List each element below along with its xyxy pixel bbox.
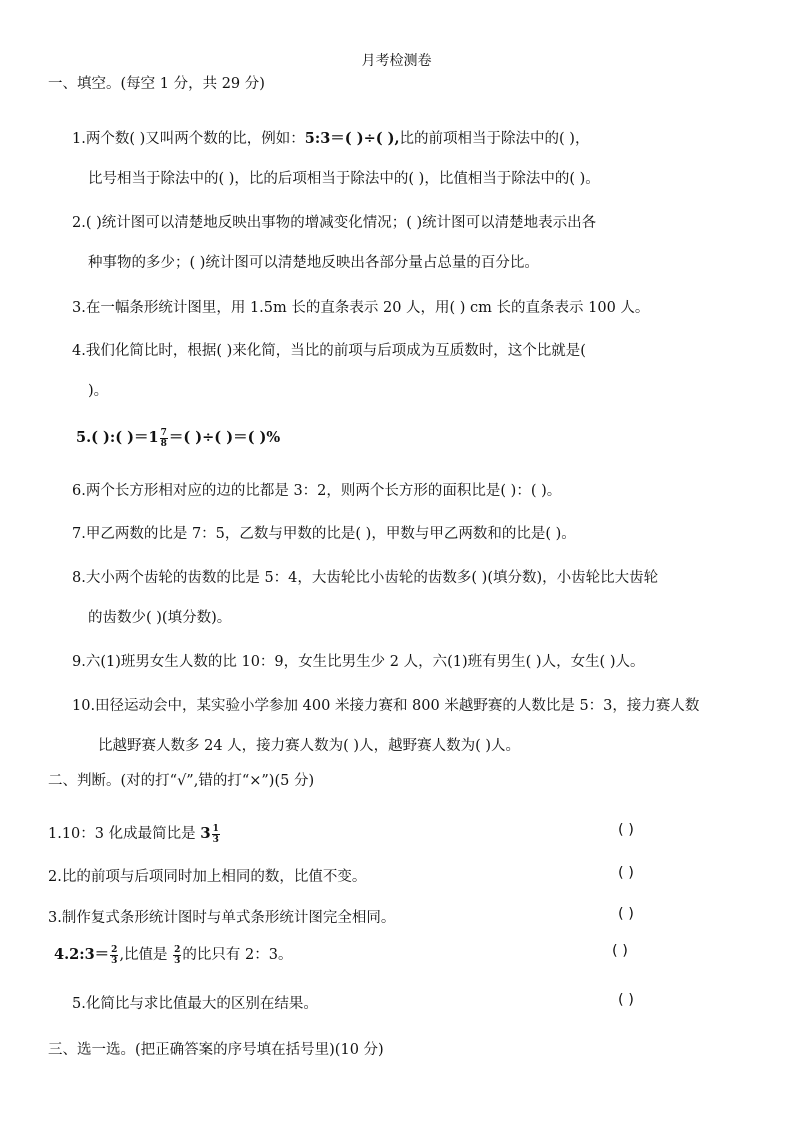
fraction-numerator: 2 (174, 944, 181, 955)
section-choice-heading: 三、选一选。(把正确答案的序号填在括号里)(10 分) (48, 1042, 384, 1058)
question-8-line-1: 8.大小两个齿轮的齿数的比是 5：4，大齿轮比小齿轮的齿数多( )(填分数)，小齿轮比大齿轮 (72, 570, 659, 586)
question-1-math: 5:3＝( )÷( ), (304, 130, 400, 147)
section-judge-heading: 二、判断。(对的打“√”,错的打“×”)(5 分) (48, 773, 315, 789)
fraction-denominator: 3 (174, 955, 181, 966)
judge-3-answer-parens[interactable]: ( ) (618, 906, 634, 922)
judge-2: 2.比的前项与后项同时加上相同的数，比值不变。 (48, 869, 367, 885)
fraction-numerator: 7 (160, 427, 167, 438)
question-7: 7.甲乙两数的比是 7：5，乙数与甲数的比是( )，甲数与甲乙两数和的比是( )。 (72, 526, 576, 542)
judge-4-math: 4.2:3＝ (54, 946, 110, 963)
question-1-line-2: 比号相当于除法中的( )，比的后项相当于除法中的( )，比值相当于除法中的( )。 (88, 171, 600, 187)
judge-1-text: 1.10：3 化成最简比是 (48, 826, 196, 842)
question-1-text-tail: 比的前项相当于除法中的( )， (399, 131, 590, 147)
judge-5-answer-parens[interactable]: ( ) (618, 992, 634, 1008)
question-5-fraction (160, 428, 168, 449)
judge-1 (48, 822, 221, 845)
question-1-line-1 (72, 127, 589, 148)
question-3: 3.在一幅条形统计图里，用 1.5m 长的直条表示 20 人，用( ) cm 长的直条表示 100 人。 (72, 300, 650, 316)
question-4-line-1: 4.我们化简比时，根据( )来化简，当比的前项与后项成为互质数时，这个比就是( (72, 343, 586, 359)
judge-4-text: ,比值是 (119, 947, 168, 963)
question-2-line-2: 种事物的多少；( )统计图可以清楚地反映出各部分量占总量的百分比。 (88, 255, 539, 271)
question-9: 9.六(1)班男女生人数的比 10：9，女生比男生少 2 人，六(1)班有男生( )人，女生( )人。 (72, 654, 645, 670)
fraction-numerator: 2 (111, 944, 118, 955)
question-10-line-2: 比越野赛人数多 24 人，接力赛人数为( )人，越野赛人数为( )人。 (98, 738, 521, 754)
page-title: 月考检测卷 (361, 53, 432, 69)
question-10-line-1: 10.田径运动会中，某实验小学参加 400 米接力赛和 800 米越野赛的人数比是 5：3，接力赛人数 (72, 698, 700, 714)
fraction-denominator: 3 (111, 955, 118, 966)
question-8-line-2: 的齿数少( )(填分数)。 (88, 610, 232, 626)
judge-1-whole: 3 (200, 824, 211, 842)
judge-1-fraction (212, 824, 220, 845)
judge-4-fraction-2 (173, 945, 181, 966)
question-5-text-tail: ＝( )÷( )＝( )% (168, 429, 281, 446)
judge-4-fraction-1 (110, 945, 118, 966)
judge-5: 5.化简比与求比值最大的区别在结果。 (72, 996, 318, 1012)
judge-2-answer-parens[interactable]: ( ) (618, 865, 634, 881)
judge-1-answer-parens[interactable]: ( ) (618, 822, 634, 838)
judge-4-answer-parens[interactable]: ( ) (612, 943, 628, 959)
question-5-text: 5.( ):( )＝1 (76, 429, 159, 446)
fraction-numerator: 1 (212, 823, 219, 834)
judge-4 (54, 943, 292, 966)
judge-3: 3.制作复式条形统计图时与单式条形统计图完全相同。 (48, 910, 396, 926)
question-4-line-2: )。 (88, 383, 109, 399)
question-2-line-1: 2.( )统计图可以清楚地反映出事物的增减变化情况；( )统计图可以清楚地表示出各 (72, 215, 597, 231)
question-6: 6.两个长方形相对应的边的比都是 3：2，则两个长方形的面积比是( )：( )。 (72, 483, 562, 499)
section-fill-heading: 一、填空。(每空 1 分，共 29 分) (48, 76, 265, 92)
judge-4-text-tail: 的比只有 2：3。 (182, 947, 293, 963)
question-5 (76, 426, 280, 449)
question-1-text: 1.两个数( )又叫两个数的比，例如： (72, 131, 305, 147)
fraction-denominator: 8 (160, 438, 167, 449)
fraction-denominator: 3 (212, 834, 219, 845)
